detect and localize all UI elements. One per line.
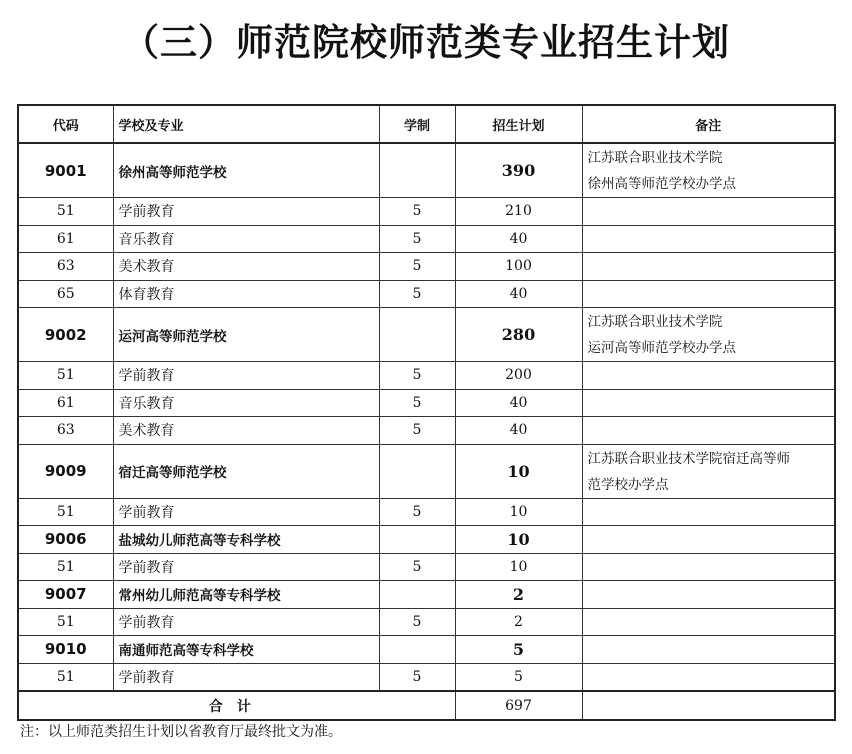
row-years: 5	[379, 362, 455, 390]
row-code: 51	[18, 608, 113, 636]
header-years: 学制	[379, 105, 455, 143]
major-row	[18, 280, 835, 308]
header-note: 备注	[582, 105, 835, 143]
row-name: 学前教育	[113, 608, 379, 636]
row-years: 5	[379, 553, 455, 581]
total-label: 合计	[18, 691, 455, 720]
header-code: 代码	[18, 105, 113, 143]
row-name: 盐城幼儿师范高等专科学校	[113, 526, 379, 554]
row-name: 学前教育	[113, 498, 379, 526]
major-row	[18, 663, 835, 691]
row-note	[582, 608, 835, 636]
row-plan: 5	[455, 636, 582, 664]
school-row	[18, 444, 835, 498]
row-years	[379, 308, 455, 362]
row-note	[582, 663, 835, 691]
row-name: 学前教育	[113, 663, 379, 691]
row-years: 5	[379, 498, 455, 526]
row-code: 51	[18, 362, 113, 390]
row-name: 学前教育	[113, 553, 379, 581]
major-row	[18, 417, 835, 445]
row-code: 63	[18, 417, 113, 445]
school-row	[18, 581, 835, 609]
major-row	[18, 608, 835, 636]
row-years: 5	[379, 280, 455, 308]
total-value: 697	[455, 691, 582, 720]
major-row	[18, 498, 835, 526]
row-name: 音乐教育	[113, 225, 379, 253]
row-plan: 200	[455, 362, 582, 390]
row-years	[379, 581, 455, 609]
row-note	[582, 362, 835, 390]
table-body	[18, 143, 835, 691]
row-plan: 280	[455, 308, 582, 362]
row-years: 5	[379, 253, 455, 281]
row-name: 音乐教育	[113, 389, 379, 417]
row-plan: 40	[455, 225, 582, 253]
row-note: 江苏联合职业技术学院 徐州高等师范学校办学点	[582, 143, 835, 198]
row-years: 5	[379, 389, 455, 417]
row-name: 南通师范高等专科学校	[113, 636, 379, 664]
row-years: 5	[379, 198, 455, 226]
row-name: 运河高等师范学校	[113, 308, 379, 362]
row-note: 江苏联合职业技术学院宿迁高等师 范学校办学点	[582, 444, 835, 498]
row-name: 体育教育	[113, 280, 379, 308]
header-plan: 招生计划	[455, 105, 582, 143]
school-row	[18, 636, 835, 664]
major-row	[18, 198, 835, 226]
major-row	[18, 362, 835, 390]
major-row	[18, 389, 835, 417]
major-row	[18, 225, 835, 253]
row-note	[582, 280, 835, 308]
footnote: 注：以上师范类招生计划以省教育厅最终批文为准。	[20, 724, 342, 740]
row-code: 61	[18, 389, 113, 417]
row-note	[582, 581, 835, 609]
total-note	[582, 691, 835, 720]
row-name: 学前教育	[113, 198, 379, 226]
row-note	[582, 417, 835, 445]
row-plan: 390	[455, 143, 582, 198]
row-years	[379, 526, 455, 554]
row-note	[582, 389, 835, 417]
row-code: 51	[18, 663, 113, 691]
row-years: 5	[379, 225, 455, 253]
row-years	[379, 636, 455, 664]
row-plan: 5	[455, 663, 582, 691]
row-years	[379, 143, 455, 198]
row-code: 9009	[18, 444, 113, 498]
row-years: 5	[379, 608, 455, 636]
row-note	[582, 225, 835, 253]
row-name: 美术教育	[113, 253, 379, 281]
row-note	[582, 198, 835, 226]
row-plan: 40	[455, 417, 582, 445]
row-plan: 10	[455, 498, 582, 526]
row-code: 65	[18, 280, 113, 308]
header-school-major: 学校及专业	[113, 105, 379, 143]
row-code: 9001	[18, 143, 113, 198]
row-code: 63	[18, 253, 113, 281]
major-row	[18, 253, 835, 281]
row-code: 51	[18, 498, 113, 526]
school-row	[18, 308, 835, 362]
row-plan: 40	[455, 280, 582, 308]
row-plan: 2	[455, 581, 582, 609]
school-row	[18, 143, 835, 198]
row-note	[582, 253, 835, 281]
row-plan: 100	[455, 253, 582, 281]
row-plan: 10	[455, 444, 582, 498]
table-header-row	[18, 105, 835, 143]
row-plan: 2	[455, 608, 582, 636]
row-years	[379, 444, 455, 498]
row-note	[582, 636, 835, 664]
row-code: 9010	[18, 636, 113, 664]
school-row	[18, 526, 835, 554]
total-row	[18, 691, 835, 720]
enrollment-plan-table	[17, 104, 836, 721]
row-note	[582, 553, 835, 581]
row-name: 常州幼儿师范高等专科学校	[113, 581, 379, 609]
row-name: 徐州高等师范学校	[113, 143, 379, 198]
row-years: 5	[379, 663, 455, 691]
row-code: 9002	[18, 308, 113, 362]
row-plan: 210	[455, 198, 582, 226]
row-code: 51	[18, 198, 113, 226]
major-row	[18, 553, 835, 581]
row-plan: 10	[455, 553, 582, 581]
row-note	[582, 526, 835, 554]
row-name: 美术教育	[113, 417, 379, 445]
row-plan: 10	[455, 526, 582, 554]
row-code: 9006	[18, 526, 113, 554]
row-code: 61	[18, 225, 113, 253]
page-title: （三）师范院校师范类专业招生计划	[122, 21, 730, 64]
row-code: 51	[18, 553, 113, 581]
row-plan: 40	[455, 389, 582, 417]
row-note: 江苏联合职业技术学院 运河高等师范学校办学点	[582, 308, 835, 362]
row-note	[582, 498, 835, 526]
row-name: 宿迁高等师范学校	[113, 444, 379, 498]
row-code: 9007	[18, 581, 113, 609]
row-name: 学前教育	[113, 362, 379, 390]
row-years: 5	[379, 417, 455, 445]
